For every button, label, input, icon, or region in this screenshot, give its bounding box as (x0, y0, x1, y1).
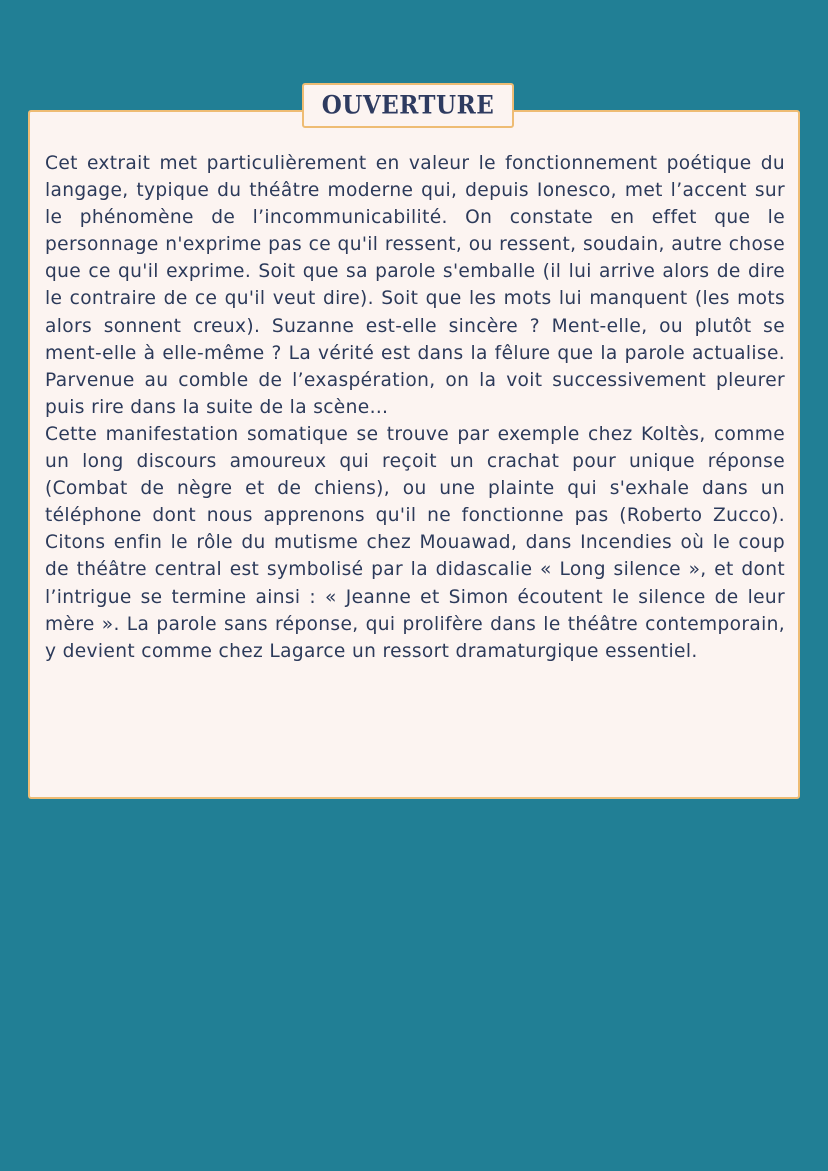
paragraph-2: Cette manifestation somatique se trouve par exemple chez Koltès, comme un long discours amoureux qui reçoit un crachat pour unique réponse (Combat de nègre et de chiens), ou une plainte qui s'exhale dans un téléphone dont nous apprenons qu'il ne fonctionne pas (Roberto Zucco). Citons enfin le rôle du mutisme chez Mouawad, dans Incendies où le coup de théâtre central est symbolisé par la didascalie « Long silence », et dont l’intrigue se termine ainsi : « Jeanne et Simon écoutent le silence de leur mère ». La parole sans réponse, qui prolifère dans le théâtre contemporain, y devient comme chez Lagarce un ressort dramaturgique essentiel. (45, 423, 785, 662)
paragraph-1: Cet extrait met particulièrement en valeur le fonctionnement poétique du langage, typique du théâtre moderne qui, depuis Ionesco, met l’accent sur le phénomène de l’incommunicabilité. On constate en effet que le personnage n'exprime pas ce qu'il ressent, ou ressent, soudain, autre chose que ce qu'il exprime. Soit que sa parole s'emballe (il lui arrive alors de dire le contraire de ce qu'il veut dire). Soit que les mots lui manquent (les mots alors sonnent creux). Suzanne est-elle sincère ? Ment-elle, ou plutôt se ment-elle à elle-même ? La vérité est dans la fêlure que la parole actualise. Parvenue au comble de l’exaspération, on la voit successivement pleurer puis rire dans la suite de la scène… (45, 153, 785, 418)
body-text (45, 150, 785, 665)
section-title: OUVERTURE (321, 90, 495, 121)
section-title-tab (302, 83, 514, 128)
